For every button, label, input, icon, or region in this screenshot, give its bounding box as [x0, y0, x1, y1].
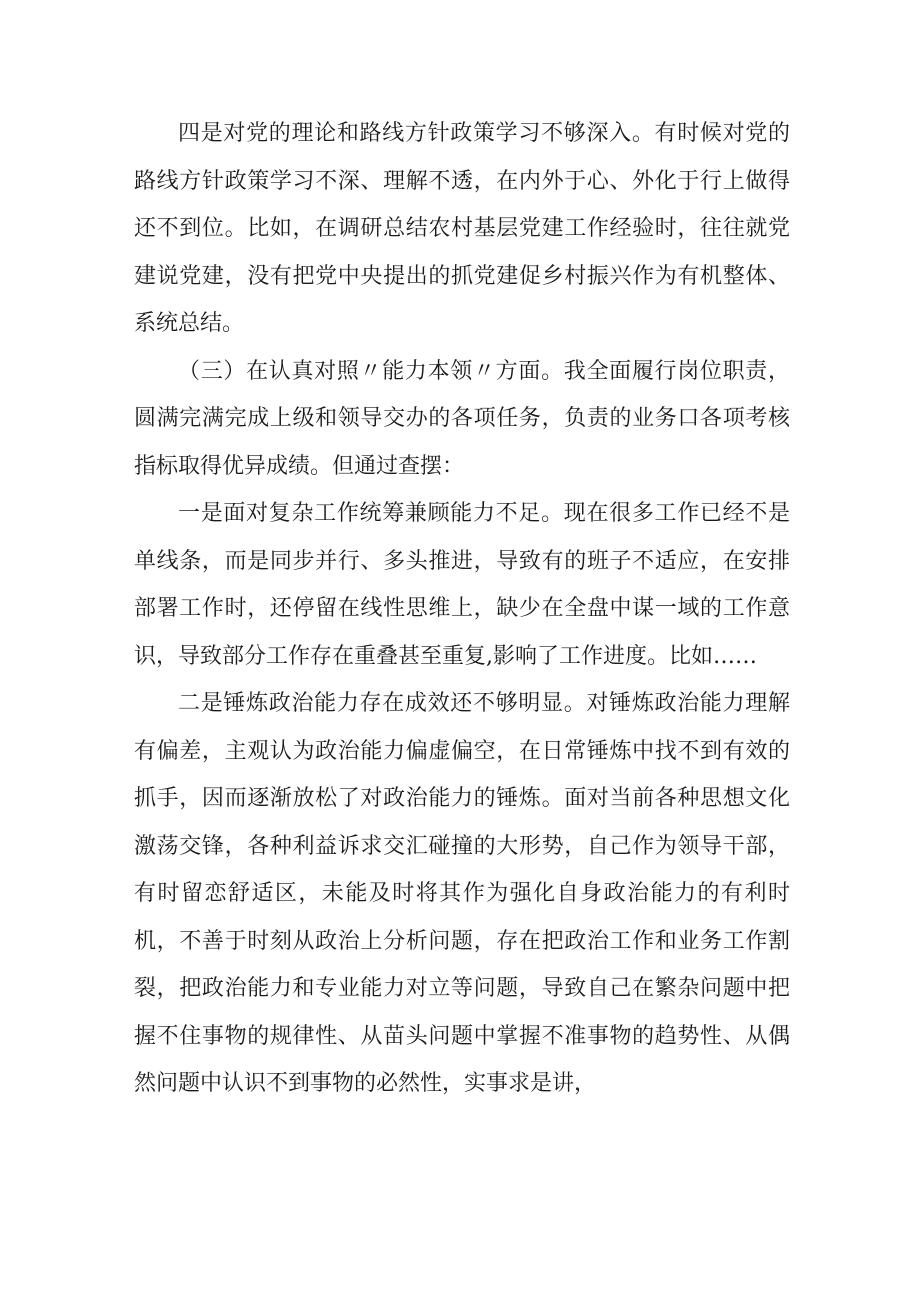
- paragraph-section-three-heading: （三）在认真对照〃能力本领〃方面。我全面履行岗位职责，圆满完满完成上级和领导交办的各项任务，负责的业务口各项考核指标取得优异成绩。但通过查摆：: [134, 358, 790, 479]
- paragraph-theory-study: 四是对党的理论和路线方针政策学习不够深入。有时候对党的路线方针政策学习不深、理解不透，在内外于心、外化于行上做得还不到位。比如，在调研总结农村基层党建工作经验时，往往就党建说党建，没有把党中央提出的抓党建促乡村振兴作为有机整体、系统总结。: [134, 121, 790, 336]
- paragraph-coordination-ability: 一是面对复杂工作统筹兼顾能力不足。现在很多工作已经不是单线条，而是同步并行、多头推进，导致有的班子不适应，在安排部署工作时，还停留在线性思维上，缺少在全盘中谋一域的工作意识，导致部分工作存在重叠甚至重复,影响了工作进度。比如……: [134, 501, 790, 669]
- document-body: [134, 110, 790, 1108]
- paragraph-political-ability: 二是锤炼政治能力存在成效还不够明显。对锤炼政治能力理解有偏差，主观认为政治能力偏虚偏空，在日常锤炼中找不到有效的抓手，因而逐渐放松了对政治能力的锤炼。面对当前各种思想文化激荡交锋，各种利益诉求交汇碰撞的大形势，自己作为领导干部，有时留恋舒适区，未能及时将其作为强化自身政治能力的有利时机，不善于时刻从政治上分析问题，存在把政治工作和业务工作割裂，把政治能力和专业能力对立等问题，导致自己在繁杂问题中把握不住事物的规律性、从苗头问题中掌握不准事物的趋势性、从偶然问题中认识不到事物的必然性，实事求是讲，: [134, 691, 790, 1096]
